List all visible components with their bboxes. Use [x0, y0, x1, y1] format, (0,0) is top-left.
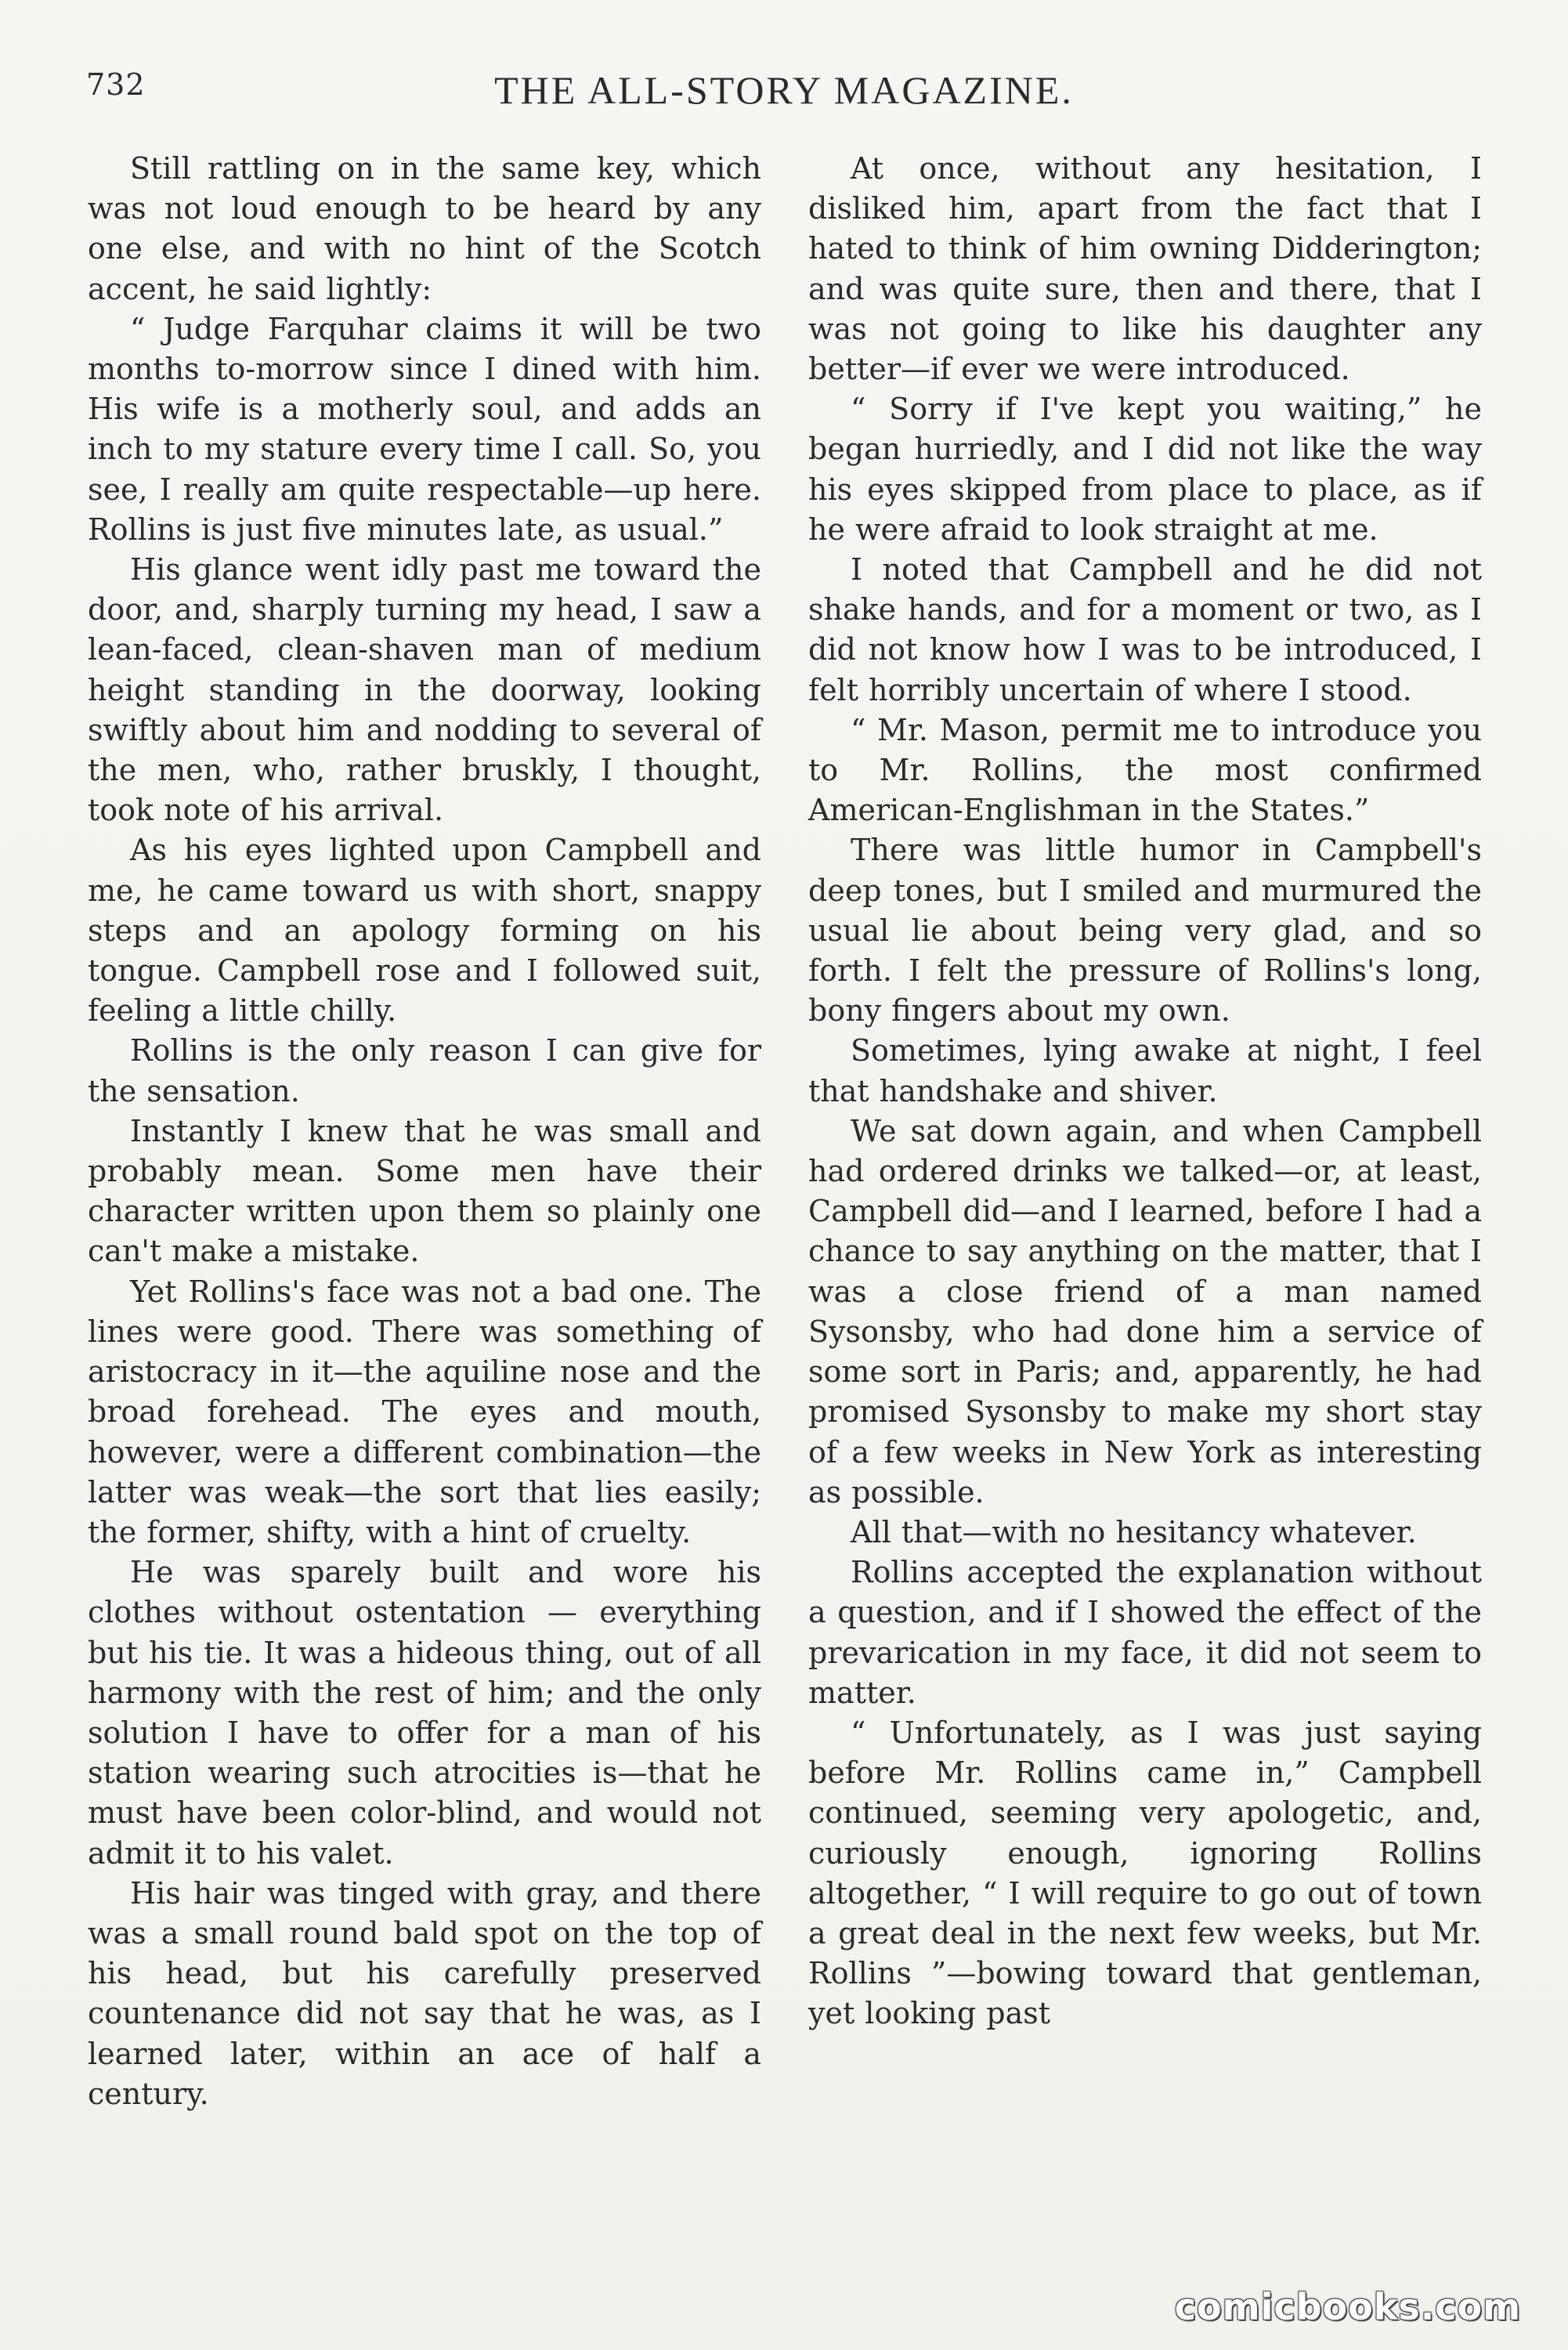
paragraph: As his eyes lighted upon Campbell and me, he came toward us with short, snappy steps and an apology forming on his tongue. Campbell rose and I followed suit, feeling a little chilly.	[88, 833, 761, 1029]
paragraph: At once, without any hesitation, I disliked him, apart from the fact that I hated to think of him owning Didderington; and was quite sure, then and there, that I was not going to like his daughter any better—if ever we were introduced.	[808, 151, 1482, 387]
paragraph: I noted that Campbell and he did not shake hands, and for a moment or two, as I did not know how I was to be introduced, I felt horribly uncertain of where I stood.	[808, 552, 1482, 707]
magazine-title: THE ALL-STORY MAGAZINE.	[494, 68, 1074, 112]
left-column	[88, 149, 761, 2114]
paragraph: Instantly I knew that he was small and probably mean. Some men have their character written upon them so plainly one can't make a mistake.	[88, 1113, 761, 1269]
paragraph: Rollins is the only reason I can give for the sensation.	[88, 1033, 761, 1108]
paragraph: Rollins accepted the explanation without a question, and if I showed the effect of the prevarication in my face, it did not seem to matter.	[808, 1555, 1482, 1710]
paragraph: There was little humor in Campbell's deep tones, but I smiled and murmured the usual lie about being very glad, and so forth. I felt the pressure of Rollins's long, bony fingers about my own.	[808, 833, 1482, 1029]
paragraph: His hair was tinged with gray, and there was a small round bald spot on the top of his head, but his carefully preserved countenance did not say that he was, as I learned later, within an ace of half a century.	[88, 1875, 761, 2111]
page-number: 732	[86, 67, 146, 102]
paragraph: “ Judge Farquhar claims it will be two months to-morrow since I dined with him. His wife is a motherly soul, and adds an inch to my stature every time I call. So, you see, I really am quite respectable—up here. Rollins is just five minutes late, as usual.”	[88, 311, 761, 547]
paragraph: “ Mr. Mason, permit me to introduce you to Mr. Rollins, the most confirmed American-Englishman in the States.”	[808, 712, 1482, 828]
paragraph: He was sparely built and wore his clothes without ostentation — everything but his tie. It was a hideous thing, out of all harmony with the rest of him; and the only solution I have to offer for a man of his station wearing such atrocities is—that he must have been color-blind, and would not admit it to his valet.	[88, 1555, 761, 1871]
paragraph: Sometimes, lying awake at night, I feel that handshake and shiver.	[808, 1033, 1482, 1108]
paragraph: Yet Rollins's face was not a bad one. The lines were good. There was something of aristocracy in it—the aquiline nose and the broad forehead. The eyes and mouth, however, were a different combination—the latter was weak—the sort that lies easily; the former, shifty, with a hint of cruelty.	[88, 1274, 761, 1549]
right-column	[808, 149, 1482, 2034]
paragraph: “ Unfortunately, as I was just saying before Mr. Rollins came in,” Campbell continued, seeming very apologetic, and, curiously enough, ignoring Rollins altogether, “ I will require to go out of town a great deal in the next few weeks, but Mr. Rollins ”—bowing toward that gentleman, yet looking past	[808, 1715, 1482, 2031]
paragraph: “ Sorry if I've kept you waiting,” he began hurriedly, and I did not like the way his eyes skipped from place to place, as if he were afraid to look straight at me.	[808, 392, 1482, 547]
paragraph: We sat down again, and when Campbell had ordered drinks we talked—or, at least, Campbell did—and I learned, before I had a chance to say anything on the matter, that I was a close friend of a man named Sysonsby, who had done him a service of some sort in Paris; and, apparently, he had promised Sysonsby to make my short stay of a few weeks in New York as interesting as possible.	[808, 1113, 1482, 1509]
page-header	[86, 67, 1482, 114]
site-watermark: comicbooks.com	[1174, 2286, 1521, 2328]
paragraph: All that—with no hesitancy whatever.	[851, 1514, 1417, 1549]
paragraph: Still rattling on in the same key, which was not loud enough to be heard by any one else, and with no hint of the Scotch accent, he said lightly:	[88, 151, 761, 306]
paragraph: His glance went idly past me toward the door, and, sharply turning my head, I saw a lean-faced, clean-shaven man of medium height standing in the doorway, looking swiftly about him and nodding to several of the men, who, rather bruskly, I thought, took note of his arrival.	[88, 552, 761, 828]
